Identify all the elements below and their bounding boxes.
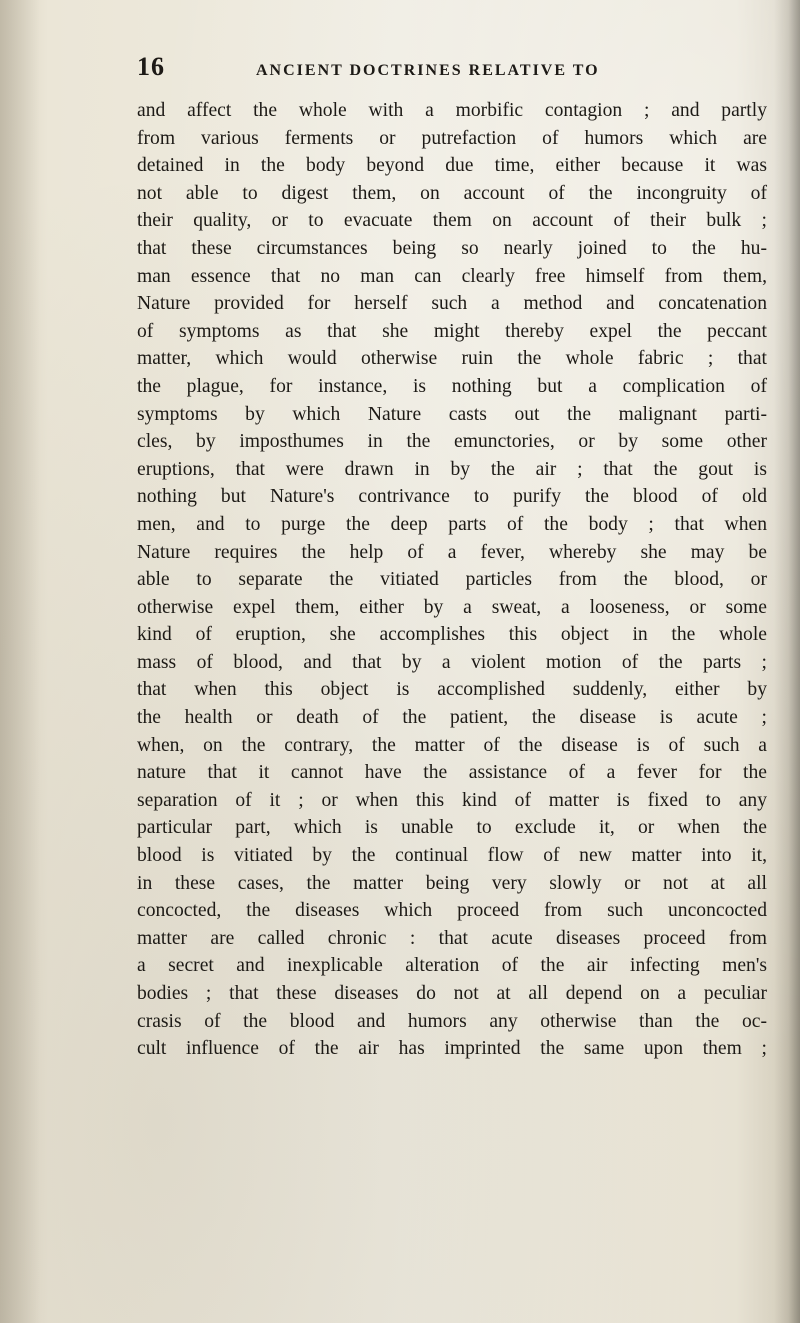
text-line: able to separate the vitiated particles from the blood, or [137,569,767,591]
text-line: eruptions, that were drawn in by the air ; that the gout is [137,458,767,480]
text-line: cult influence of the air has imprinted the same upon them ; [137,1038,767,1060]
page-header [137,52,777,92]
text-line: separation of it ; or when this kind of matter is fixed to any [137,789,767,811]
text-line: kind of eruption, she accomplishes this object in the whole [137,624,767,646]
text-line: when, on the contrary, the matter of the disease is of such a [137,734,767,756]
text-line: not able to digest them, on account of the incongruity of [137,182,767,204]
text-line: of symptoms as that she might thereby expel the peccant [137,320,767,342]
text-line: that when this object is accomplished suddenly, either by [137,679,767,701]
text-line: man essence that no man can clearly free himself from them, [137,265,767,287]
body-text [137,97,787,1063]
text-line: bodies ; that these diseases do not at all depend on a peculiar [137,983,767,1004]
text-line: mass of blood, and that by a violent motion of the parts ; [137,651,767,673]
text-line: nature that it cannot have the assistance of a fever for the [137,762,767,784]
page-edge-shading [0,0,40,1323]
text-line: the plague, for instance, is nothing but a complication of [137,375,767,397]
text-line: detained in the body beyond due time, either because it was [137,155,767,177]
text-line: nothing but Nature's contrivance to purify the blood of old [137,486,767,508]
page-number: 16 [137,52,165,81]
text-line: the health or death of the patient, the disease is acute ; [137,707,767,729]
text-line: concocted, the diseases which proceed from such unconcocted [137,900,767,922]
text-line: matter, which would otherwise ruin the whole fabric ; that [137,348,767,370]
running-head: ANCIENT DOCTRINES RELATIVE TO [256,62,600,79]
text-line: crasis of the blood and humors any otherwise than the oc- [137,1010,767,1032]
text-line: their quality, or to evacuate them on account of their bulk ; [137,210,767,232]
text-line: particular part, which is unable to exclude it, or when the [137,817,767,839]
text-line: that these circumstances being so nearly joined to the hu- [137,237,767,259]
text-line: Nature requires the help of a fever, whereby she may be [137,541,767,563]
text-line: cles, by imposthumes in the emunctories, or by some other [137,431,767,453]
text-line: men, and to purge the deep parts of the body ; that when [137,513,767,535]
text-line: otherwise expel them, either by a sweat, a looseness, or some [137,596,767,618]
text-line: blood is vitiated by the continual flow of new matter into it, [137,845,767,867]
text-line: and affect the whole with a morbific contagion ; and partly [137,100,767,121]
text-line: matter are called chronic : that acute diseases proceed from [137,927,767,949]
text-line: a secret and inexplicable alteration of the air infecting men's [137,955,767,977]
text-line: from various ferments or putrefaction of humors which are [137,127,767,149]
text-line: in these cases, the matter being very slowly or not at all [137,872,767,894]
text-line: symptoms by which Nature casts out the malignant parti- [137,403,767,425]
text-line: Nature provided for herself such a method and concatenation [137,293,767,315]
